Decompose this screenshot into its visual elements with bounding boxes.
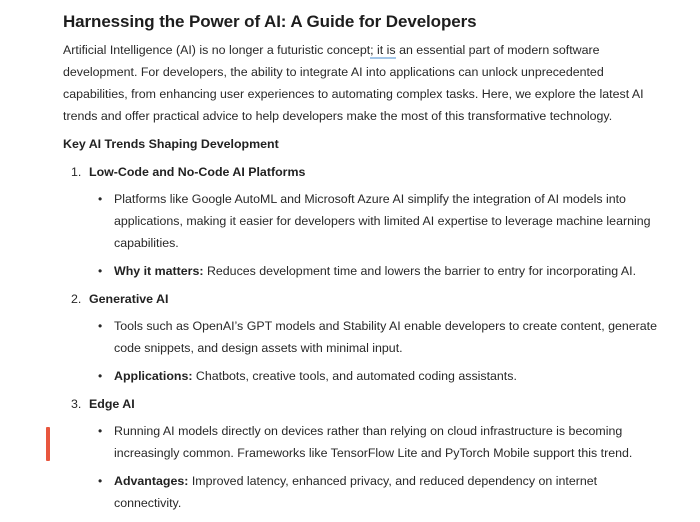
list-number: 1. <box>71 165 82 179</box>
bullet-text <box>114 260 660 282</box>
bullet-text-rest: Reduces development time and lowers the barrier to entry for incorporating AI. <box>203 264 637 278</box>
list-number: 2. <box>71 292 82 306</box>
bullet-dot-icon <box>98 315 114 359</box>
trend-title: Edge AI <box>89 397 135 411</box>
list-item <box>98 365 660 387</box>
trend-item-edge-ai <box>63 393 660 514</box>
bullet-dot-icon <box>98 260 114 282</box>
bullet-text-rest: Chatbots, creative tools, and automated coding assistants. <box>192 369 517 383</box>
list-item <box>98 420 660 464</box>
trend-title: Generative AI <box>89 292 169 306</box>
bullet-bold-label: Advantages: <box>114 474 189 488</box>
grammar-suggestion-underline[interactable]: ; it is <box>370 43 396 57</box>
intro-paragraph <box>63 39 660 127</box>
bullet-dot-icon <box>98 365 114 387</box>
list-number: 3. <box>71 397 82 411</box>
edit-change-indicator-bar <box>46 427 50 461</box>
intro-text-post: an essential part of modern software development. For developers, the ability to integrate AI into applications can unlock unprecedented capabilities, from enhancing user experiences to automating complex tasks. Here, we explore the latest AI trends and offer practical advice to help developers make the most of this transformative technology. <box>63 43 644 123</box>
bullet-dot-icon <box>98 420 114 464</box>
bullet-list <box>63 315 660 387</box>
bullet-list <box>63 188 660 282</box>
bullet-text: Platforms like Google AutoML and Microsoft Azure AI simplify the integration of AI models into applications, making it easier for developers with limited AI expertise to leverage machine learning capabilities. <box>114 192 651 250</box>
bullet-dot-icon <box>98 470 114 514</box>
trend-heading <box>63 393 660 415</box>
bullet-text-rest: Improved latency, enhanced privacy, and reduced dependency on internet connectivity. <box>114 474 598 510</box>
list-item <box>98 470 660 514</box>
bullet-dot-icon <box>98 188 114 254</box>
bullet-bold-label: Why it matters: <box>114 264 204 278</box>
trend-title: Low-Code and No-Code AI Platforms <box>89 165 306 179</box>
trend-item-generative-ai <box>63 288 660 387</box>
trend-item-low-code <box>63 161 660 282</box>
list-item <box>98 260 660 282</box>
trend-heading <box>63 288 660 310</box>
bullet-bold-label: Applications: <box>114 369 193 383</box>
section-heading: Key AI Trends Shaping Development <box>63 137 279 151</box>
intro-text-pre: Artificial Intelligence (AI) is no longer a futuristic concept <box>63 43 371 57</box>
bullet-text <box>114 470 660 514</box>
bullet-text: Running AI models directly on devices rather than relying on cloud infrastructure is becoming increasingly common. Frameworks like TensorFlow Lite and PyTorch Mobile support this trend. <box>114 424 633 460</box>
article-title: Harnessing the Power of AI: A Guide for Developers <box>63 12 477 31</box>
bullet-text <box>114 365 660 387</box>
bullet-list <box>63 420 660 514</box>
bullet-text: Tools such as OpenAI’s GPT models and Stability AI enable developers to create content, generate code snippets, and design assets with minimal input. <box>114 319 657 355</box>
trend-heading <box>63 161 660 183</box>
article-body <box>63 10 660 520</box>
list-item <box>98 315 660 359</box>
list-item <box>98 188 660 254</box>
